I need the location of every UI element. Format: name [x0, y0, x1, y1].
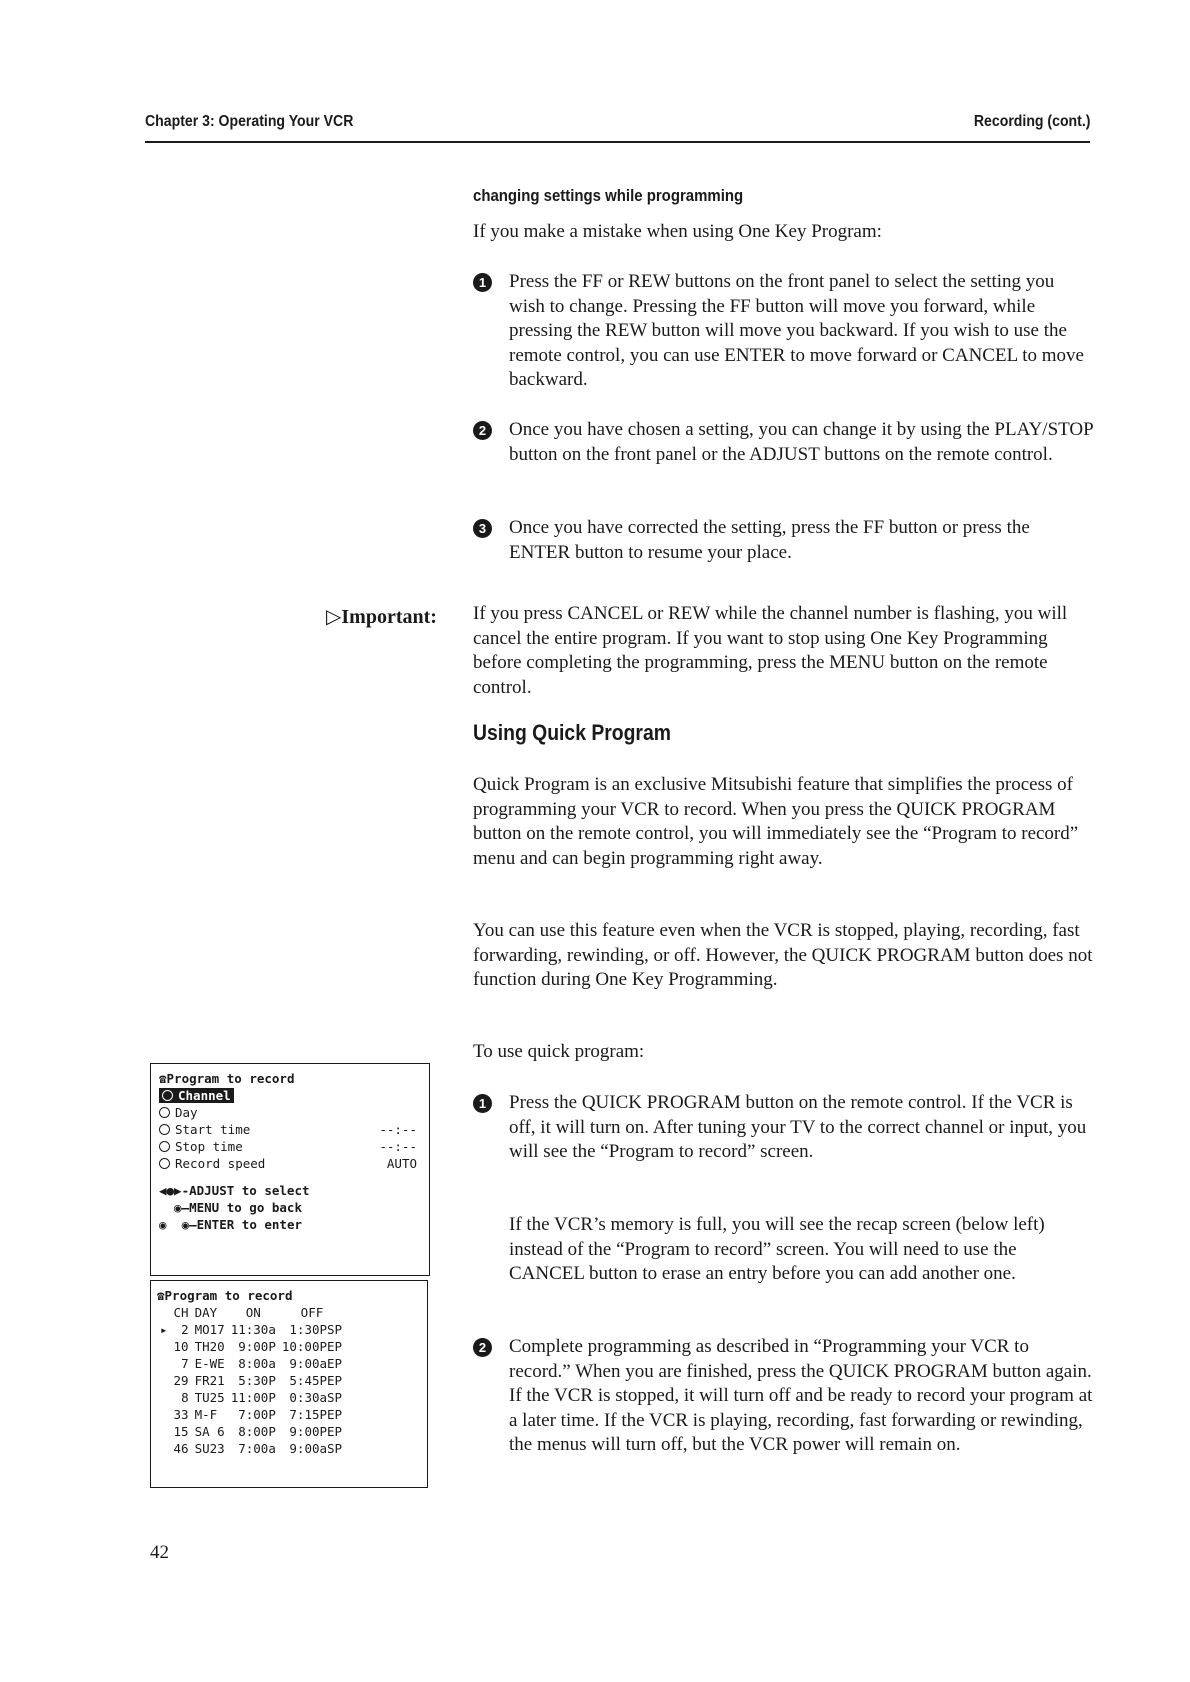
step-text: Once you have chosen a setting, you can change it by using the PLAY/STOP button on the front panel or the ADJUST buttons on the remote control.	[509, 419, 1093, 465]
step-number-icon: 1	[473, 273, 492, 292]
important-label: ▷Important:	[326, 606, 437, 628]
recap-screen	[150, 1280, 428, 1488]
step-number-icon: 3	[473, 519, 492, 538]
step-text: Complete programming as described in “Programming your VCR to record.” When you are finished, press the QUICK PROGRAM button again. If the VCR is stopped, it will turn off and be ready to record your program at a later time. If the VCR is playing, recording, fast forwarding or rewinding, the menus will turn off, but the VCR power will remain on.	[509, 1336, 1093, 1455]
table-row: 10 TH20 9:00P 10:00PEP	[173, 1339, 343, 1354]
screen-title: ☎Program to record	[159, 1071, 295, 1086]
table-row: ▸ 2 MO17 11:30a 1:30PSP	[157, 1321, 345, 1338]
cursor-icon: ▸	[160, 1322, 168, 1337]
recap-table	[157, 1304, 345, 1457]
quick-para-3: To use quick program:	[473, 1041, 645, 1062]
table-row: 15 SA 6 8:00P 9:00PEP	[173, 1424, 343, 1439]
page-header	[145, 113, 1090, 143]
step-number-icon: 2	[473, 421, 492, 440]
step-number-icon: 1	[473, 1094, 492, 1113]
menu-item-start-time: Start time --:--	[159, 1121, 429, 1138]
table-row: 7 E-WE 8:00a 9:00aEP	[181, 1356, 343, 1371]
changing-intro: If you make a mistake when using One Key Program:	[473, 221, 882, 242]
menu-item-channel: Channel	[159, 1087, 429, 1104]
changing-settings-heading: changing settings while programming	[473, 186, 744, 205]
chapter-title: Chapter 3: Operating Your VCR	[145, 113, 354, 130]
help-enter: ◉ ◉—ENTER to enter	[159, 1217, 302, 1232]
step-text: Press the QUICK PROGRAM button on the remote control. If the VCR is off, it will turn on. After tuning your TV to the correct channel or input, you will see the “Program to record” screen.	[509, 1092, 1087, 1162]
menu-item-day: Day	[159, 1104, 429, 1121]
important-text: If you press CANCEL or REW while the channel number is flashing, you will cancel the entire program. If you want to stop using One Key Programming before completing the programming, press the MENU button on the remote control.	[473, 603, 1068, 698]
step-text: Once you have corrected the setting, press the FF button or press the ENTER button to resume your place.	[509, 517, 1030, 563]
step-number-icon: 2	[473, 1338, 492, 1357]
triangle-icon: ▷	[326, 606, 342, 628]
quick-para-1: Quick Program is an exclusive Mitsubishi feature that simplifies the process of programming your VCR to record. When you press the QUICK PROGRAM button on the remote control, you will immediately see the “Program to record” menu and can begin programming right away.	[473, 774, 1079, 869]
table-row: 29 FR21 5:30P 5:45PEP	[173, 1373, 343, 1388]
help-menu: ◉—MENU to go back	[159, 1200, 302, 1215]
program-menu-screen	[150, 1063, 430, 1276]
section-title: Recording (cont.)	[973, 113, 1090, 130]
quick-para-2: You can use this feature even when the VCR is stopped, playing, recording, fast forwarding, rewinding, or off. However, the QUICK PROGRAM button does not function during One Key Programming.	[473, 920, 1093, 990]
step-text: Press the FF or REW buttons on the front panel to select the setting you wish to change. Pressing the FF button will move you forward, while pressing the REW button will move you backward. If you wish to use the remote control, you can use ENTER to move forward or CANCEL to move backward.	[509, 271, 1084, 390]
table-row: 46 SU23 7:00a 9:00aSP	[173, 1441, 343, 1456]
table-row: 8 TU25 11:00P 0:30aSP	[181, 1390, 343, 1405]
phone-icon: ☎	[157, 1288, 165, 1303]
recap-header-row: CH DAY ON OFF	[173, 1305, 324, 1320]
memory-note: If the VCR’s memory is full, you will see the recap screen (below left) instead of the “Program to record” screen. You will need to use the CANCEL button to erase an entry before you can add another one.	[509, 1214, 1045, 1284]
section-heading: Using Quick Program	[473, 720, 671, 745]
help-adjust: ◀●▶-ADJUST to select	[159, 1183, 310, 1198]
adjust-arrows-icon: ◀●▶	[159, 1183, 182, 1198]
table-row: 33 M-F 7:00P 7:15PEP	[173, 1407, 343, 1422]
phone-icon: ☎	[159, 1071, 167, 1086]
menu-item-stop-time: Stop time --:--	[159, 1138, 429, 1155]
page-number: 42	[150, 1542, 169, 1563]
screen-title: ☎Program to record	[157, 1288, 293, 1303]
menu-item-record-speed: Record speed AUTO	[159, 1155, 429, 1172]
